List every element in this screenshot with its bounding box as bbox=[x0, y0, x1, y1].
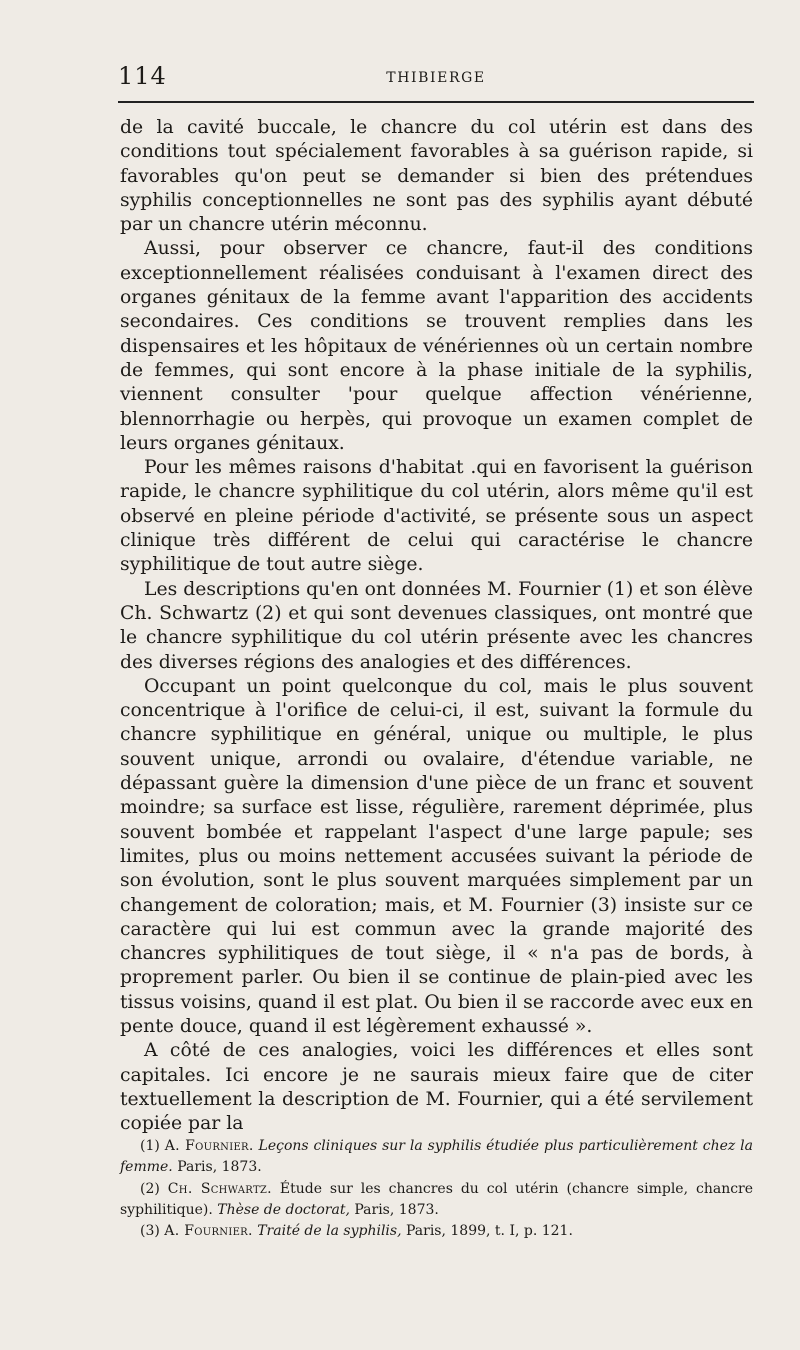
header-rule bbox=[118, 101, 754, 103]
paragraph: Aussi, pour observer ce chancre, faut-il des conditions exceptionnellement réalisées conduisant à l'examen direct des organes génitaux de la femme avant l'apparition des accidents secondaires. Ces conditions se trouvent remplies dans les dispensaires et les hôpitaux de vénériennes où un certain nombre de femmes, qui sont encore à la phase initiale de la syphilis, viennent consulter 'pour quelque affection vénérienne, blennorrhagie ou herpès, qui provoque un examen complet de leurs organes génitaux. bbox=[120, 238, 753, 454]
page-header bbox=[118, 60, 754, 90]
footnote bbox=[120, 1221, 753, 1242]
paragraph: Occupant un point quelconque du col, mais le plus souvent concentrique à l'orifice de celui-ci, il est, suivant la formule du chancre syphilitique en général, unique ou multiple, le plus souvent unique, arrondi ou ovalaire, d'étendue variable, ne dépassant guère la dimension d'une pièce de un franc et souvent moindre; sa surface est lisse, régulière, rarement déprimée, plus souvent bombée et rappelant l'aspect d'une large papule; ses limites, plus ou moins nettement accusées suivant la période de son évolution, sont le plus souvent marquées simplement par un changement de coloration; mais, et M. Fournier (3) insiste sur ce caractère qui lui est commun avec la grande majorité des chancres syphilitiques de tout siège, il « n'a pas de bords, à proprement parler. Ou bien il se continue de plain-pied avec les tissus voisins, quand il est plat. Ou bien il se raccorde avec eux en pente douce, quand il est légèrement exhaussé ». bbox=[120, 675, 753, 1037]
paragraph: A côté de ces analogies, voici les différences et elles sont capitales. Ici encore je ne saurais mieux faire que de citer textuellement la description de M. Fournier, qui a été servilement copiée par la bbox=[120, 1040, 753, 1135]
footnote-rest: Paris, 1873. bbox=[177, 1159, 262, 1176]
paragraph-continuation: de la cavité buccale, le chancre du col utérin est dans des conditions tout spécialement favorables à sa guérison rapide, si favorables qu'on peut se demander si bien des prétendues syphilis conceptionnelles ne sont pas des syphilis ayant débuté par un chancre utérin méconnu. bbox=[120, 117, 753, 236]
footnote-title: Leçons cliniques sur la syphilis étudiée plus particulièrement chez la femme. bbox=[120, 1138, 753, 1176]
footnote-marker: (1) bbox=[140, 1138, 160, 1154]
footnotes bbox=[120, 1136, 753, 1242]
footnote-rest: Paris, 1873. bbox=[354, 1201, 439, 1218]
running-title: THIBIERGE bbox=[386, 70, 486, 86]
page-number: 114 bbox=[118, 62, 167, 90]
paragraph: Pour les mêmes raisons d'habitat .qui en favorisent la guérison rapide, le chancre syphilitique du col utérin, alors même qu'il est observé en pleine période d'activité, se présente sous un aspect clinique très différent de celui qui caractérise le chancre syphilitique de tout autre siège. bbox=[120, 457, 753, 576]
footnote-rest: Paris, 1899, t. I, p. 121. bbox=[406, 1223, 573, 1240]
footnote-author: A. Fournier. bbox=[164, 1138, 254, 1154]
footnote bbox=[120, 1136, 753, 1179]
footnote-author: Ch. Schwartz. bbox=[167, 1180, 272, 1197]
paragraph: Les descriptions qu'en ont données M. Fournier (1) et son élève Ch. Schwartz (2) et qui sont devenues classiques, ont montré que le chancre syphilitique du col utérin présente avec les chancres des diverses régions des analogies et des différences. bbox=[120, 578, 753, 673]
footnote-marker: (2) bbox=[140, 1180, 160, 1197]
footnote-author: A. Fournier. bbox=[164, 1223, 253, 1240]
footnote bbox=[120, 1179, 753, 1222]
footnote-marker: (3) bbox=[140, 1223, 160, 1240]
body-text bbox=[120, 116, 753, 1136]
footnote-title: Traité de la syphilis, bbox=[257, 1223, 402, 1240]
footnote-before: Étude sur les chancres du col utérin (chancre simple, chancre syphilitique). bbox=[120, 1180, 754, 1218]
footnote-title: Thèse de doctorat, bbox=[217, 1201, 350, 1218]
